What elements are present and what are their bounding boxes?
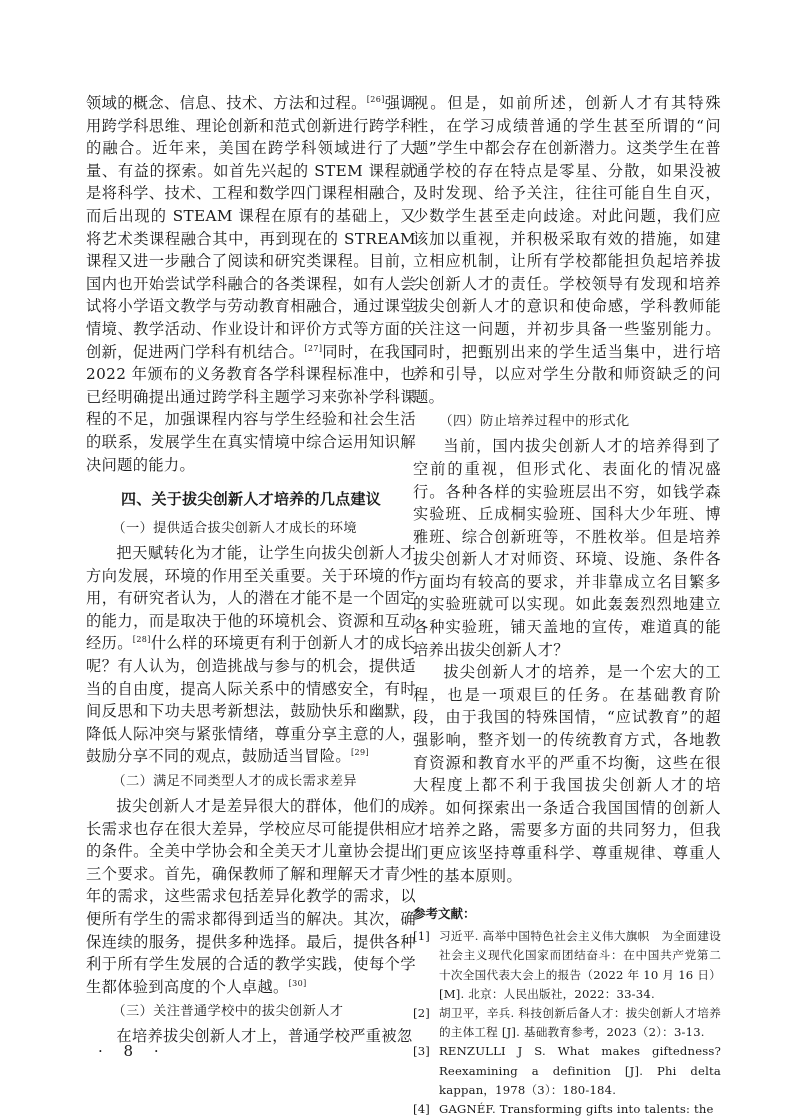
subsection-heading: （三）关注普通学校中的拔尖创新人才 [112,1004,344,1020]
paragraph: 在培养拔尖创新人才上，普通学校严重被忽 [116,1027,413,1046]
subsection-heading: （一）提供适合拔尖创新人才成长的环境 [112,521,357,537]
paragraph: 视。但是，如前所述，创新人才有其特殊性，在学习成绩普通的学生甚至所谓的“问题”学生中都会存在创新潜力。这类学生在普通学校的存在特点是零星、分散，如果没被及时发现、给予关注，往往可能自生自灭，少数学生甚至走向歧途。对此问题，我们应该加以重视，并积极采取有效的措施，如建立相应机制，让所有学校都能担负起培养拔尖创新人才的责任。学校领导有发现和培养拔尖创新人才的意识和使命感，学科教师能关注这一问题，并初步具备一些鉴别能力。同时，把甄别出来的学生适当集中，进行培养和引导，以应对学生分散和师资缺乏的问题。 [413,94,721,406]
section-heading: 四、关于拔尖创新人才培养的几点建议 [120,490,382,509]
left-column [86,92,416,1048]
reference-list [413,927,721,1119]
subsection-heading: （二）满足不同类型人才的成长需求差异 [112,774,357,790]
right-column [413,92,721,1119]
paragraph: 拔尖创新人才的培养，是一个宏大的工程，也是一项艰巨的任务。在基础教育阶段，由于我国的特殊国情，“应试教育”的超强影响，整齐划一的传统教育方式，各地教育资源和教育水平的严重不均衡，这些在很大程度上都不利于我国拔尖创新人才的培养。如何探索出一条适合我国国情的创新人才培养之路，需要多方面的共同努力，但我们更应该坚持尊重科学、尊重规律、尊重人性的基本原则。 [413,663,721,885]
reference-item: [3] RENZULLI J S. What makes giftedness? Reexamining a definition [J]. Phi delta kappan，1978（3）：180-184. [413,1044,721,1097]
subsection-heading: （四）防止培养过程中的形式化 [439,414,630,430]
citation: [29] [351,748,370,758]
paragraph: 领域的概念、信息、技术、方法和过程。[26]强调用跨学科思维、理论创新和范式创新进行跨学科的融合。近年来，美国在跨学科领域进行了大量、有益的探索。如首先兴起的 STEM 课程就是将科学、技术、工程和数学四门课程相融合，而后出现的 STEAM 课程在原有的基础上，又将艺术类课程融合其中，再到现在的 STREAM 课程又进一步融合了阅读和研究类课程。目前，国内也开始尝试学科融合的各类课程，如有人尝试将小学语文教学与劳动教育相融合，通过课堂情境、教学活动、作业设计和评价方式等方面的创新，促进两门学科有机结合。[27]同时，在我国 2022 年颁布的义务教育各学科课程标准中，也已经明确提出通过跨学科主题学习来弥补学科课程的不足，加强课程内容与学生经验和社会生活的联系，发展学生在真实情境中综合运用知识解决问题的能力。 [86,94,416,474]
paragraph: 拔尖创新人才是差异很大的群体，他们的成长需求也存在很大差异，学校应尽可能提供相应的条件。全美中学协会和全美天才儿童协会提出三个要求。首先，确保教师了解和理解天才青少年的需求，这些需求包括差异化教学的需求，以便所有学生的需求都得到适当的解决。其次，确保连续的服务，提供多种选择。最后，提供各种利于所有学生发展的合适的教学实践，使每个学生都体验到高度的个人卓越。[30] [86,797,416,996]
page-number: · 8 · [98,1042,167,1060]
reference-item: [4] GAGNÉF. Transforming gifts into talents: the [413,1102,714,1117]
paragraph: 把天赋转化为才能，让学生向拔尖创新人才方向发展，环境的作用至关重要。关于环境的作用，有研究者认为，人的潜在才能不是一个固定的能力，而是取决于他的环境机会、资源和互动经历。[28]什么样的环境更有利于创新人才的成长呢？有人认为，创造挑战与参与的机会，提供适当的自由度，提高人际关系中的情感安全，有时间反思和下功夫思考新想法，鼓励快乐和幽默，降低人际冲突与紧张情绪，尊重分享主意的人，鼓励分享不同的观点，鼓励适当冒险。[29] [86,544,416,766]
references-heading: 参考文献： [413,906,476,922]
citation: [26] [366,95,385,104]
paragraph: 当前，国内拔尖创新人才的培养得到了空前的重视，但形式化、表面化的情况盛行。各种各样的实验班层出不穷，如钱学森实验班、丘成桐实验班、国科大少年班、博雅班、综合创新班等，不胜枚举。但是培养拔尖创新人才对师资、环境、设施、条件各方面均有较高的要求，并非靠成立名目繁多的实验班就可以实现。如此轰轰烈烈地建立各种实验班，铺天盖地的宣传，难道真的能培养出拔尖创新人才？ [413,437,721,659]
reference-item: [1] 习近平. 高举中国特色社会主义伟大旗帜 为全面建设社会主义现代化国家而团结奋斗：在中国共产党第二十次全国代表大会上的报告（2022 年 10 月 16 日）[M]. 北京：人民出版社，2022：33-34. [413,929,721,1001]
reference-item: [2] 胡卫平，辛兵. 科技创新后备人才：拔尖创新人才培养的主体工程 [J]. 基础教育参考，2023（2）：3-13. [413,1006,721,1040]
citation: [28] [132,635,151,645]
citation: [27] [304,343,323,353]
citation: [30] [288,978,307,988]
